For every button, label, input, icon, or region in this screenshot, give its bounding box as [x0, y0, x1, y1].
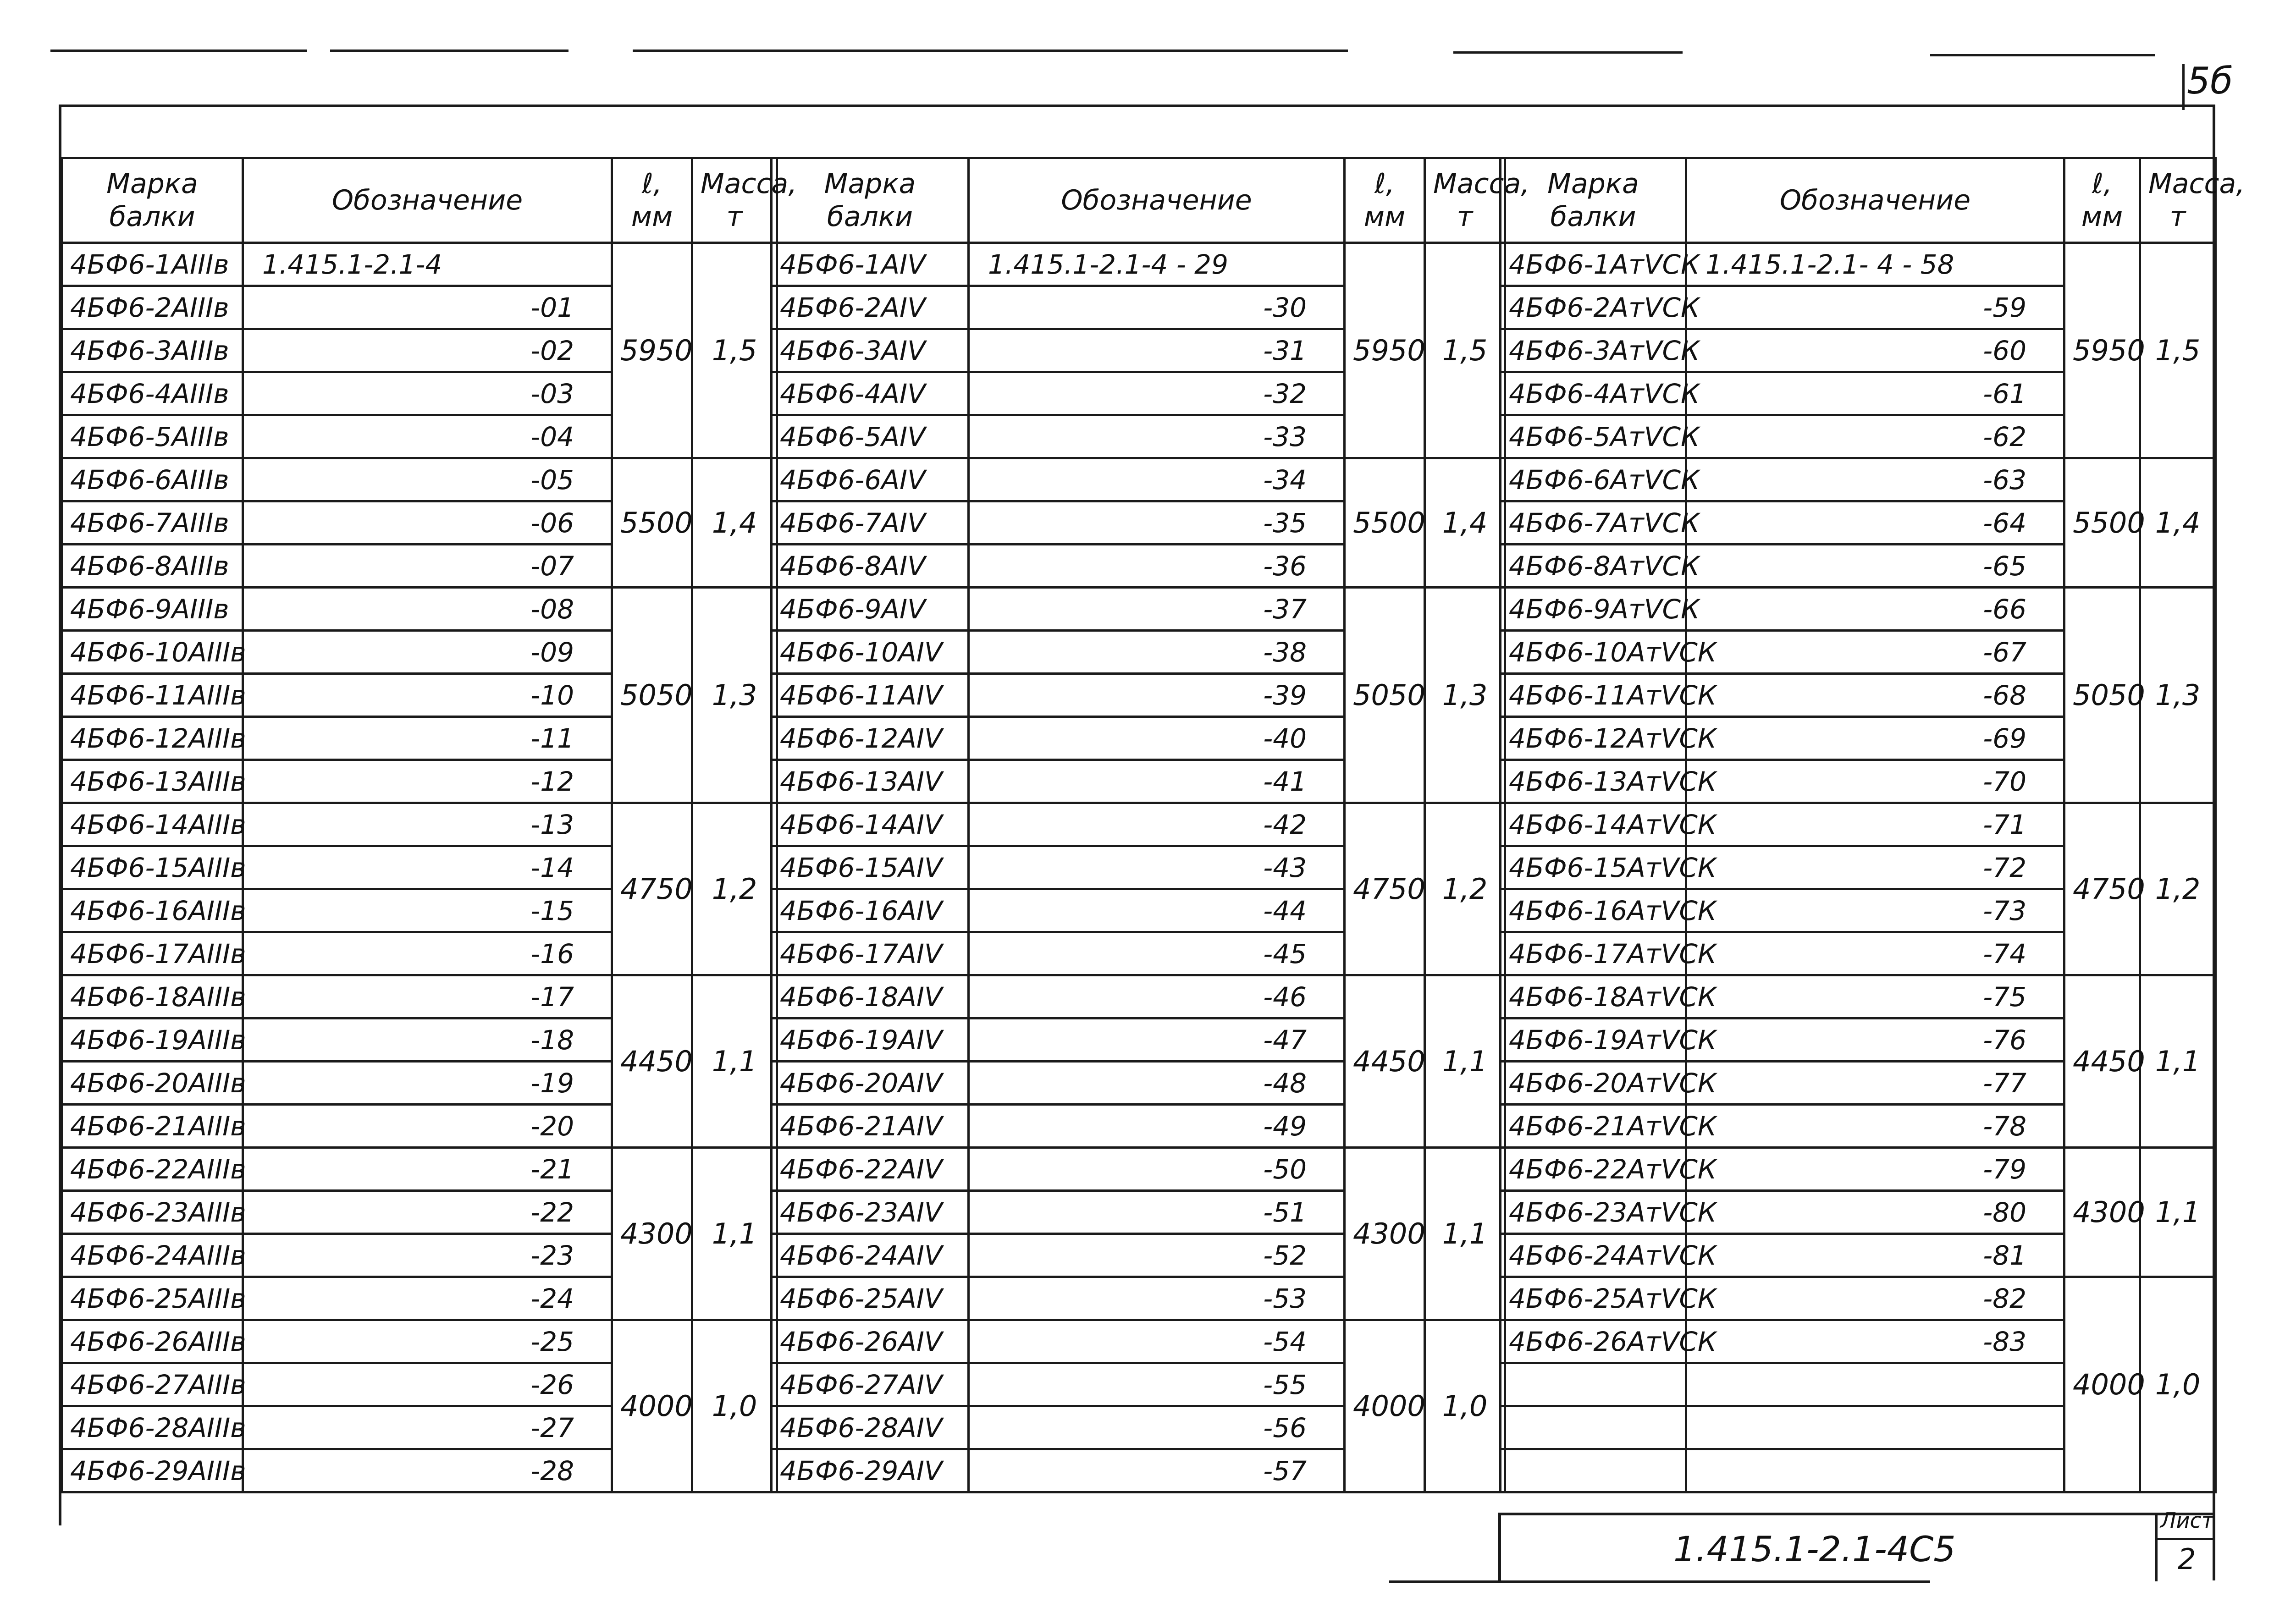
beam-mark: 4БФ6-9АтVСК: [1501, 588, 1686, 631]
designation: -27: [243, 1406, 612, 1449]
header-length: ℓ, мм: [1345, 158, 1425, 243]
beam-mark: 4БФ6-13АIV: [772, 760, 969, 803]
table-row: [62, 803, 777, 846]
beam-mark: 4БФ6-19АтVСК: [1501, 1018, 1686, 1062]
table-row: [1501, 458, 2216, 501]
top-rule-5: [1930, 54, 2155, 56]
length-mm: 5500: [1345, 458, 1425, 588]
designation: -72: [1686, 846, 2064, 889]
table-row: [62, 243, 777, 286]
beam-mark: 4БФ6-25АIV: [772, 1277, 969, 1320]
beam-mark: 4БФ6-24АIIIв: [62, 1234, 243, 1277]
spec-table-1: [61, 157, 797, 1493]
designation: -65: [1686, 545, 2064, 588]
top-rule-4: [1453, 51, 1683, 54]
designation: -45: [969, 932, 1345, 975]
header-designation: Обозначение: [1686, 158, 2064, 243]
table-row: [772, 243, 1505, 286]
beam-mark: 4БФ6-21АIV: [772, 1105, 969, 1148]
beam-mark: 4БФ6-22АIIIв: [62, 1148, 243, 1191]
beam-mark: 4БФ6-16АтVСК: [1501, 889, 1686, 932]
beam-mark: [1501, 1363, 1686, 1406]
mass-t: 1,2: [692, 803, 777, 975]
mass-t: 1,2: [2140, 803, 2216, 975]
designation: -70: [1686, 760, 2064, 803]
designation: -12: [243, 760, 612, 803]
beam-mark: 4БФ6-3АIIIв: [62, 329, 243, 372]
length-mm: 5050: [1345, 588, 1425, 803]
beam-mark: 4БФ6-20АтVСК: [1501, 1062, 1686, 1105]
table-row: [1501, 803, 2216, 846]
beam-mark: 4БФ6-5АIV: [772, 415, 969, 458]
spec-table-2: [770, 157, 1530, 1493]
mass-t: 1,4: [2140, 458, 2216, 588]
designation: -73: [1686, 889, 2064, 932]
beam-mark: 4БФ6-18АIIIв: [62, 975, 243, 1018]
designation: -60: [1686, 329, 2064, 372]
beam-mark: 4БФ6-4АIV: [772, 372, 969, 415]
beam-mark: 4БФ6-1АIIIв: [62, 243, 243, 286]
mass-t: 1,4: [1425, 458, 1505, 588]
beam-mark: 4БФ6-19АIV: [772, 1018, 969, 1062]
designation: -47: [969, 1018, 1345, 1062]
beam-mark: 4БФ6-29АIV: [772, 1449, 969, 1492]
designation: -71: [1686, 803, 2064, 846]
length-mm: 5500: [612, 458, 692, 588]
mass-t: 1,1: [1425, 1148, 1505, 1320]
stamp-left-line: [1498, 1513, 1501, 1581]
beam-mark: 4БФ6-16АIIIв: [62, 889, 243, 932]
beam-mark: 4БФ6-1АтVСК: [1501, 243, 1686, 286]
table-row: [62, 588, 777, 631]
beam-mark: 4БФ6-26АIV: [772, 1320, 969, 1363]
beam-mark: 4БФ6-3АтVСК: [1501, 329, 1686, 372]
length-mm: 4750: [612, 803, 692, 975]
table-row: [62, 975, 777, 1018]
mass-t: 1,5: [1425, 243, 1505, 458]
designation: -56: [969, 1406, 1345, 1449]
mass-t: 1,5: [2140, 243, 2216, 458]
beam-mark: 4БФ6-14АтVСК: [1501, 803, 1686, 846]
stamp-bottom-rule: [1389, 1580, 1930, 1583]
table-row: [772, 1148, 1505, 1191]
beam-mark: 4БФ6-17АтVСК: [1501, 932, 1686, 975]
beam-mark: 4БФ6-18АтVСК: [1501, 975, 1686, 1018]
designation: -31: [969, 329, 1345, 372]
designation: -66: [1686, 588, 2064, 631]
designation: -14: [243, 846, 612, 889]
length-mm: 4300: [2064, 1148, 2140, 1277]
designation: -52: [969, 1234, 1345, 1277]
beam-mark: 4БФ6-4АIIIв: [62, 372, 243, 415]
designation: -75: [1686, 975, 2064, 1018]
table-row: [1501, 243, 2216, 286]
length-mm: 5050: [612, 588, 692, 803]
header-mark: Марка балки: [772, 158, 969, 243]
designation: -05: [243, 458, 612, 501]
beam-mark: 4БФ6-11АIIIв: [62, 674, 243, 717]
designation: -53: [969, 1277, 1345, 1320]
frame-top: [60, 105, 2214, 107]
beam-mark: 4БФ6-17АIV: [772, 932, 969, 975]
designation: -79: [1686, 1148, 2064, 1191]
beam-mark: 4БФ6-25АтVСК: [1501, 1277, 1686, 1320]
designation: -33: [969, 415, 1345, 458]
beam-mark: 4БФ6-22АтVСК: [1501, 1148, 1686, 1191]
designation: -34: [969, 458, 1345, 501]
designation: [1686, 1406, 2064, 1449]
designation: -32: [969, 372, 1345, 415]
mass-t: 1,0: [692, 1320, 777, 1492]
beam-mark: 4БФ6-23АтVСК: [1501, 1191, 1686, 1234]
header-row: [772, 158, 1505, 243]
beam-mark: 4БФ6-26АтVСК: [1501, 1320, 1686, 1363]
top-rule-1: [50, 50, 307, 52]
designation: -55: [969, 1363, 1345, 1406]
length-mm: 4300: [1345, 1148, 1425, 1320]
header-mass: Масса, т: [692, 158, 777, 243]
designation: -42: [969, 803, 1345, 846]
mass-t: 1,0: [2140, 1277, 2216, 1492]
length-mm: 5050: [2064, 588, 2140, 803]
mass-t: 1,1: [2140, 975, 2216, 1148]
designation: -78: [1686, 1105, 2064, 1148]
designation: -17: [243, 975, 612, 1018]
beam-mark: 4БФ6-21АтVСК: [1501, 1105, 1686, 1148]
designation: -26: [243, 1363, 612, 1406]
mass-t: 1,3: [1425, 588, 1505, 803]
top-rule-2: [330, 50, 568, 52]
designation: -48: [969, 1062, 1345, 1105]
designation: -83: [1686, 1320, 2064, 1363]
beam-mark: 4БФ6-13АIIIв: [62, 760, 243, 803]
mass-t: 1,1: [2140, 1148, 2216, 1277]
stamp-divider: [2155, 1513, 2158, 1581]
beam-mark: 4БФ6-25АIIIв: [62, 1277, 243, 1320]
designation: -36: [969, 545, 1345, 588]
length-mm: 4000: [2064, 1277, 2140, 1492]
designation: -46: [969, 975, 1345, 1018]
designation: -03: [243, 372, 612, 415]
beam-mark: 4БФ6-5АтVСК: [1501, 415, 1686, 458]
designation: -19: [243, 1062, 612, 1105]
mass-t: 1,2: [1425, 803, 1505, 975]
beam-mark: 4БФ6-12АтVСК: [1501, 717, 1686, 760]
designation: -51: [969, 1191, 1345, 1234]
designation: -24: [243, 1277, 612, 1320]
designation: -63: [1686, 458, 2064, 501]
table-row: [62, 1320, 777, 1363]
designation: -25: [243, 1320, 612, 1363]
designation: -02: [243, 329, 612, 372]
designation: -30: [969, 286, 1345, 329]
designation: -39: [969, 674, 1345, 717]
designation: -28: [243, 1449, 612, 1492]
beam-mark: 4БФ6-12АIIIв: [62, 717, 243, 760]
beam-mark: 4БФ6-11АтVСК: [1501, 674, 1686, 717]
length-mm: 5500: [2064, 458, 2140, 588]
mass-t: 1,4: [692, 458, 777, 588]
designation: -44: [969, 889, 1345, 932]
beam-mark: 4БФ6-15АтVСК: [1501, 846, 1686, 889]
designation: -07: [243, 545, 612, 588]
stamp-code: 1.415.1-2.1-4С5: [1673, 1529, 1956, 1569]
mass-t: 1,1: [1425, 975, 1505, 1148]
sheet-label: Лист: [2160, 1508, 2214, 1533]
length-mm: 4000: [1345, 1320, 1425, 1492]
designation: -11: [243, 717, 612, 760]
beam-mark: 4БФ6-28АIV: [772, 1406, 969, 1449]
sheet-mark: 5б: [2187, 60, 2233, 102]
table-row: [772, 1320, 1505, 1363]
length-mm: 4450: [1345, 975, 1425, 1148]
beam-mark: 4БФ6-10АIV: [772, 631, 969, 674]
table-row: [772, 803, 1505, 846]
beam-mark: 4БФ6-23АIIIв: [62, 1191, 243, 1234]
beam-mark: 4БФ6-22АIV: [772, 1148, 969, 1191]
beam-mark: 4БФ6-1АIV: [772, 243, 969, 286]
beam-mark: 4БФ6-6АIV: [772, 458, 969, 501]
beam-mark: 4БФ6-21АIIIв: [62, 1105, 243, 1148]
designation: -82: [1686, 1277, 2064, 1320]
beam-mark: 4БФ6-15АIV: [772, 846, 969, 889]
beam-mark: 4БФ6-16АIV: [772, 889, 969, 932]
designation: -22: [243, 1191, 612, 1234]
table-row: [772, 588, 1505, 631]
table-row: [1501, 1148, 2216, 1191]
designation: -59: [1686, 286, 2064, 329]
mass-t: 1,1: [692, 975, 777, 1148]
beam-mark: 4БФ6-8АIV: [772, 545, 969, 588]
designation: -50: [969, 1148, 1345, 1191]
beam-mark: 4БФ6-20АIIIв: [62, 1062, 243, 1105]
beam-mark: 4БФ6-23АIV: [772, 1191, 969, 1234]
designation: -37: [969, 588, 1345, 631]
beam-mark: 4БФ6-26АIIIв: [62, 1320, 243, 1363]
designation: -67: [1686, 631, 2064, 674]
stamp-sheet-divider: [2155, 1538, 2214, 1540]
beam-mark: 4БФ6-9АIV: [772, 588, 969, 631]
length-mm: 4000: [612, 1320, 692, 1492]
beam-mark: 4БФ6-7АIIIв: [62, 501, 243, 545]
designation: -40: [969, 717, 1345, 760]
length-mm: 5950: [2064, 243, 2140, 458]
designation: -81: [1686, 1234, 2064, 1277]
designation: -09: [243, 631, 612, 674]
spec-table-3: [1499, 157, 2245, 1493]
beam-mark: 4БФ6-12АIV: [772, 717, 969, 760]
stamp-top-line: [1499, 1513, 2214, 1515]
mass-t: 1,0: [1425, 1320, 1505, 1492]
beam-mark: 4БФ6-9АIIIв: [62, 588, 243, 631]
length-mm: 4300: [612, 1148, 692, 1320]
beam-mark: 4БФ6-14АIV: [772, 803, 969, 846]
beam-mark: 4БФ6-27АIIIв: [62, 1363, 243, 1406]
header-mass: Масса, т: [1425, 158, 1505, 243]
designation: -54: [969, 1320, 1345, 1363]
beam-mark: 4БФ6-10АIIIв: [62, 631, 243, 674]
length-mm: 4750: [2064, 803, 2140, 975]
beam-mark: 4БФ6-14АIIIв: [62, 803, 243, 846]
designation: -01: [243, 286, 612, 329]
designation: -62: [1686, 415, 2064, 458]
beam-mark: 4БФ6-29АIIIв: [62, 1449, 243, 1492]
table-row: [62, 1148, 777, 1191]
mass-t: 1,1: [692, 1148, 777, 1320]
designation: -16: [243, 932, 612, 975]
beam-mark: 4БФ6-6АIIIв: [62, 458, 243, 501]
designation: -57: [969, 1449, 1345, 1492]
beam-mark: 4БФ6-15АIIIв: [62, 846, 243, 889]
beam-mark: 4БФ6-28АIIIв: [62, 1406, 243, 1449]
table-row: [772, 975, 1505, 1018]
designation: -80: [1686, 1191, 2064, 1234]
header-length: ℓ, мм: [2064, 158, 2140, 243]
designation: [1686, 1449, 2064, 1492]
designation: -10: [243, 674, 612, 717]
beam-mark: 4БФ6-4АтVСК: [1501, 372, 1686, 415]
sheet-number: 2: [2178, 1542, 2196, 1576]
beam-mark: [1501, 1406, 1686, 1449]
designation: -38: [969, 631, 1345, 674]
header-row: [62, 158, 777, 243]
designation: -77: [1686, 1062, 2064, 1105]
designation: -04: [243, 415, 612, 458]
header-mark: Марка балки: [1501, 158, 1686, 243]
header-row: [1501, 158, 2216, 243]
beam-mark: 4БФ6-24АIV: [772, 1234, 969, 1277]
header-designation: Обозначение: [243, 158, 612, 243]
mass-t: 1,3: [692, 588, 777, 803]
beam-mark: 4БФ6-11АIV: [772, 674, 969, 717]
beam-mark: 4БФ6-20АIV: [772, 1062, 969, 1105]
designation: -41: [969, 760, 1345, 803]
beam-mark: 4БФ6-7АтVСК: [1501, 501, 1686, 545]
designation: -64: [1686, 501, 2064, 545]
beam-mark: 4БФ6-6АтVСК: [1501, 458, 1686, 501]
beam-mark: 4БФ6-17АIIIв: [62, 932, 243, 975]
designation: 1.415.1-2.1-4: [243, 243, 612, 286]
designation: -69: [1686, 717, 2064, 760]
designation: -43: [969, 846, 1345, 889]
table-row: [1501, 1277, 2216, 1320]
designation: -61: [1686, 372, 2064, 415]
beam-mark: [1501, 1449, 1686, 1492]
designation: [1686, 1363, 2064, 1406]
designation: -15: [243, 889, 612, 932]
top-rule-3: [633, 50, 1348, 52]
designation: -06: [243, 501, 612, 545]
header-length: ℓ, мм: [612, 158, 692, 243]
beam-mark: 4БФ6-3АIV: [772, 329, 969, 372]
beam-mark: 4БФ6-8АIIIв: [62, 545, 243, 588]
beam-mark: 4БФ6-10АтVСК: [1501, 631, 1686, 674]
table-row: [62, 458, 777, 501]
designation: 1.415.1-2.1-4 - 29: [969, 243, 1345, 286]
designation: -68: [1686, 674, 2064, 717]
table-row: [1501, 588, 2216, 631]
designation: -35: [969, 501, 1345, 545]
length-mm: 4450: [2064, 975, 2140, 1148]
beam-mark: 4БФ6-2АтVСК: [1501, 286, 1686, 329]
beam-mark: 4БФ6-27АIV: [772, 1363, 969, 1406]
beam-mark: 4БФ6-2АIIIв: [62, 286, 243, 329]
designation: -08: [243, 588, 612, 631]
beam-mark: 4БФ6-7АIV: [772, 501, 969, 545]
header-designation: Обозначение: [969, 158, 1345, 243]
designation: 1.415.1-2.1- 4 - 58: [1686, 243, 2064, 286]
header-mark: Марка балки: [62, 158, 243, 243]
length-mm: 5950: [1345, 243, 1425, 458]
table-row: [1501, 975, 2216, 1018]
length-mm: 5950: [612, 243, 692, 458]
sheet-mark-tick: [2182, 64, 2185, 110]
header-mass: Масса, т: [2140, 158, 2216, 243]
designation: -13: [243, 803, 612, 846]
designation: -76: [1686, 1018, 2064, 1062]
beam-mark: 4БФ6-19АIIIв: [62, 1018, 243, 1062]
designation: -49: [969, 1105, 1345, 1148]
beam-mark: 4БФ6-8АтVСК: [1501, 545, 1686, 588]
beam-mark: 4БФ6-2АIV: [772, 286, 969, 329]
designation: -20: [243, 1105, 612, 1148]
designation: -23: [243, 1234, 612, 1277]
designation: -18: [243, 1018, 612, 1062]
beam-mark: 4БФ6-18АIV: [772, 975, 969, 1018]
length-mm: 4450: [612, 975, 692, 1148]
beam-mark: 4БФ6-24АтVСК: [1501, 1234, 1686, 1277]
beam-mark: 4БФ6-13АтVСК: [1501, 760, 1686, 803]
table-row: [772, 458, 1505, 501]
beam-mark: 4БФ6-5АIIIв: [62, 415, 243, 458]
mass-t: 1,3: [2140, 588, 2216, 803]
mass-t: 1,5: [692, 243, 777, 458]
designation: -21: [243, 1148, 612, 1191]
length-mm: 4750: [1345, 803, 1425, 975]
designation: -74: [1686, 932, 2064, 975]
